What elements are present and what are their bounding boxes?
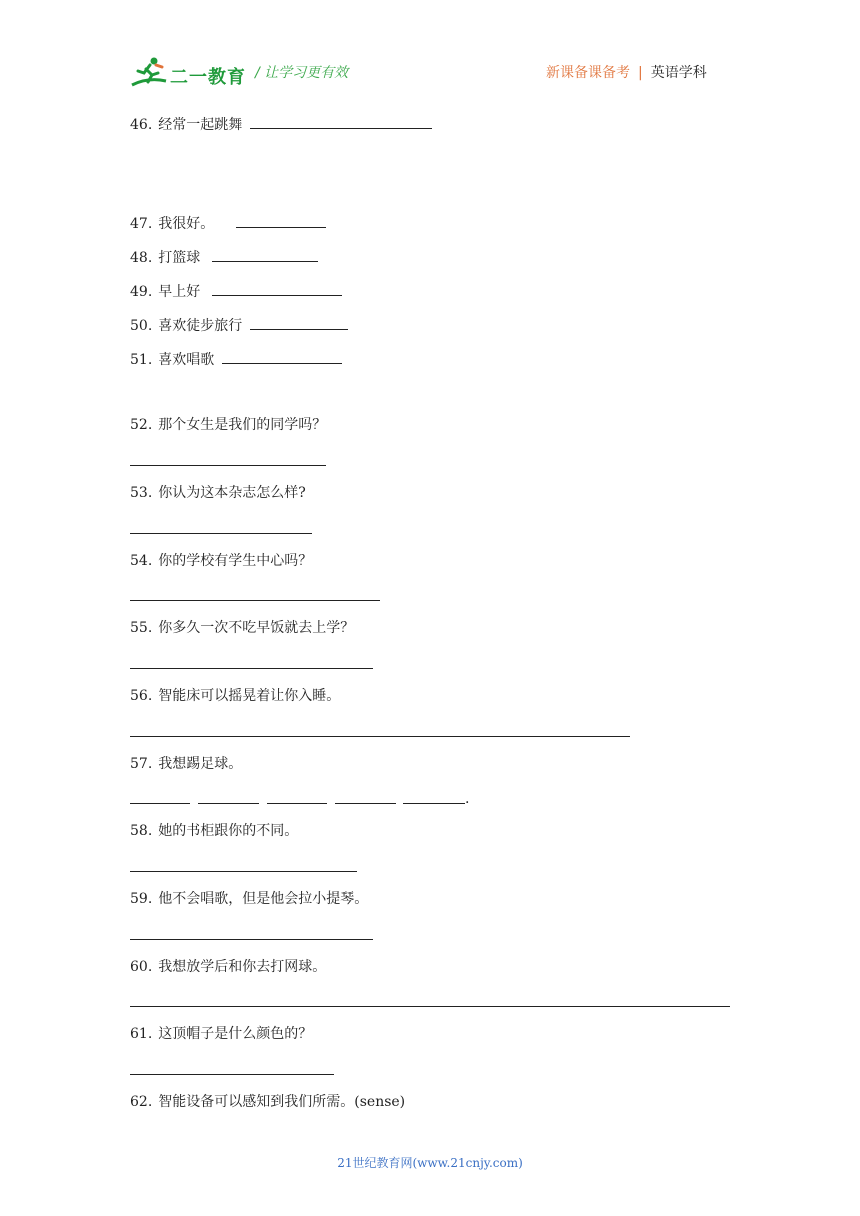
question-text: 我想放学后和你去打网球。 [158, 959, 327, 975]
question-49 [130, 281, 342, 301]
logo [130, 55, 245, 89]
question-text: 早上好 [158, 284, 201, 300]
answer-line-61[interactable] [130, 1074, 334, 1075]
question-60 [130, 958, 326, 976]
question-number: 48. [130, 250, 153, 266]
question-number: 50. [130, 318, 153, 334]
question-51 [130, 349, 342, 369]
question-text: 这顶帽子是什么颜色的？ [158, 1026, 313, 1042]
answer-blank[interactable] [212, 247, 318, 262]
question-text: 智能设备可以感知到我们所需。(sense) [158, 1094, 406, 1110]
answer-blank[interactable] [236, 213, 326, 228]
question-57 [130, 755, 242, 773]
word-blank-4[interactable] [335, 803, 396, 804]
question-text: 喜欢徒步旅行 [158, 318, 243, 334]
question-number: 53. [130, 485, 153, 501]
question-text: 那个女生是我们的同学吗？ [158, 417, 327, 433]
answer-blank[interactable] [250, 114, 432, 129]
answer-blank[interactable] [212, 281, 342, 296]
answer-line-59[interactable] [130, 939, 373, 940]
question-46 [130, 114, 432, 134]
question-number: 52. [130, 417, 153, 433]
answer-line-60[interactable] [130, 1006, 730, 1007]
runner-logo-icon [130, 55, 170, 89]
question-text: 你多久一次不吃早饭就去上学？ [158, 620, 355, 636]
answer-line-52[interactable] [130, 465, 326, 466]
question-58 [130, 822, 298, 840]
header-separator: | [638, 65, 643, 81]
word-blank-2[interactable] [198, 803, 259, 804]
word-blank-3[interactable] [267, 803, 327, 804]
question-text: 你认为这本杂志怎么样? [158, 485, 306, 501]
question-61 [130, 1025, 312, 1043]
question-text: 智能床可以摇晃着让你入睡。 [158, 688, 341, 704]
series-label: 新课备课备考 [546, 65, 630, 81]
word-blank-5[interactable] [403, 803, 465, 804]
question-number: 61. [130, 1026, 153, 1042]
answer-line-56[interactable] [130, 736, 630, 737]
question-number: 51. [130, 352, 153, 368]
answer-blank[interactable] [250, 315, 348, 330]
question-number: 47. [130, 216, 153, 232]
word-blank-1[interactable] [130, 803, 190, 804]
slogan: / 让学习更有效 [255, 65, 349, 81]
question-number: 57. [130, 756, 153, 772]
question-59 [130, 890, 368, 908]
question-text: 我想踢足球。 [158, 756, 243, 772]
question-number: 46. [130, 117, 153, 133]
question-text: 喜欢唱歌 [158, 352, 215, 368]
subject-label: 英语学科 [650, 65, 707, 81]
question-55 [130, 619, 354, 637]
question-number: 56. [130, 688, 153, 704]
page-header [0, 0, 860, 100]
question-number: 59. [130, 891, 153, 907]
answer-blank[interactable] [222, 349, 342, 364]
question-text: 打篮球 [158, 250, 201, 266]
header-subject-info [546, 62, 707, 82]
question-52 [130, 416, 326, 434]
question-text: 她的书柜跟你的不同。 [158, 823, 299, 839]
logo-text: 二一教育 [170, 67, 246, 88]
question-number: 55. [130, 620, 153, 636]
question-number: 54. [130, 553, 153, 569]
question-47 [130, 213, 326, 233]
question-text: 经常一起跳舞 [158, 117, 243, 133]
question-62 [130, 1093, 405, 1111]
question-48 [130, 247, 318, 267]
answer-line-58[interactable] [130, 871, 357, 872]
answer-line-53[interactable] [130, 533, 312, 534]
question-number: 49. [130, 284, 153, 300]
question-text: 他不会唱歌，但是他会拉小提琴。 [158, 891, 369, 907]
question-54 [130, 552, 312, 570]
question-text: 你的学校有学生中心吗？ [158, 553, 313, 569]
question-text: 我很好。 [158, 216, 215, 232]
question-50 [130, 315, 348, 335]
answer-line-54[interactable] [130, 600, 380, 601]
question-number: 58. [130, 823, 153, 839]
sentence-period: . [465, 791, 470, 807]
answer-line-55[interactable] [130, 668, 373, 669]
question-number: 60. [130, 959, 153, 975]
question-number: 62. [130, 1094, 153, 1110]
page-footer: 21世纪教育网(www.21cnjy.com) [337, 1156, 523, 1170]
question-53 [130, 484, 306, 502]
question-56 [130, 687, 340, 705]
